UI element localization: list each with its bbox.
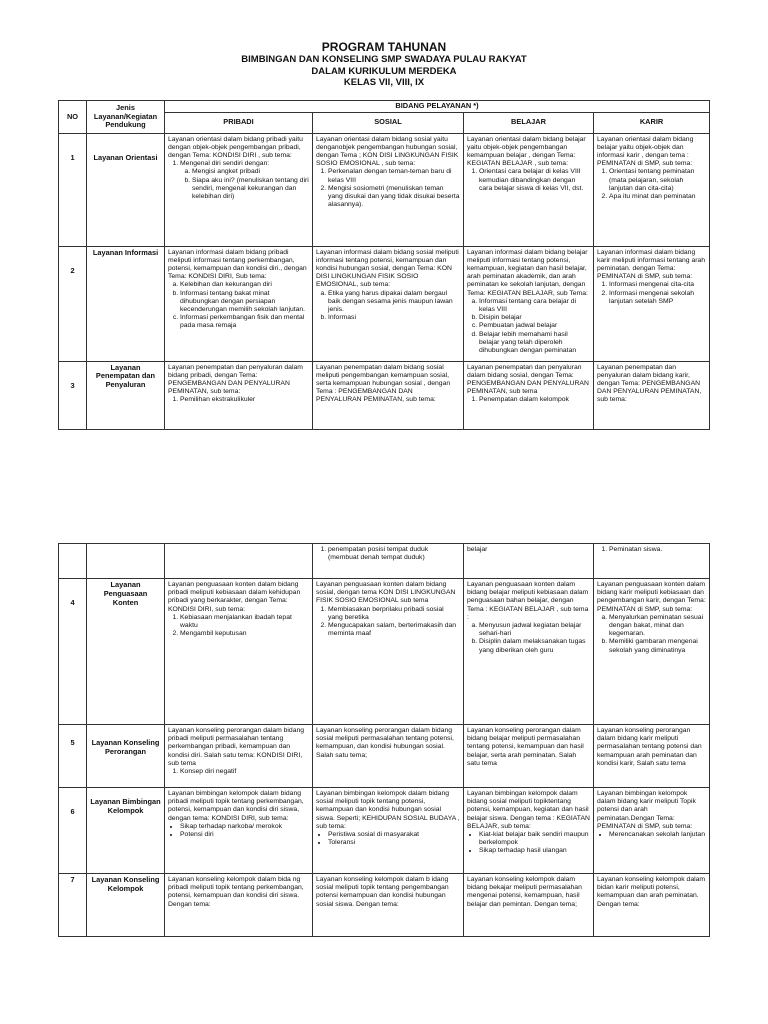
cell-intro: Layanan konseling kelompok dalam bidang bekajar meliputi permasalahan mengenai potensi, kemampuan, hasil belajar dan pemintan. Dengan tema; xyxy=(467,876,582,908)
cell-sosial xyxy=(313,579,464,725)
list-item: b. Siapa aku ini? (menuliskan tentang diri sendiri, mengenal kekurangan dan kelebihan diri) xyxy=(192,177,309,202)
cell-text: belajar xyxy=(467,546,488,553)
list-item: 1. Penempatan dalam kelompok xyxy=(479,396,590,404)
list-item: 2. Apa itu minat dan peminatan xyxy=(609,193,706,201)
header-belajar: BELAJAR xyxy=(464,112,594,133)
cell-intro: Layanan penguasaan konten dalam bidang pribadi meliputi kebiasaan dalam kehidupan pribadi yang berkarakter, dengan Tema: KONDISI DIRI, sub tema: xyxy=(168,581,301,613)
list-item: 1. Mengenal diri sendiri dengan: a. Mengisi angket pribadi b. Siapa aku ini? (menuliskan tentang diri sendiri, mengenal kekurangan dan kelebihan diri) xyxy=(180,160,309,201)
row-number: 4 xyxy=(59,579,87,725)
cell-sosial xyxy=(313,361,464,429)
document-subtitle-class: KELAS VII, VIII, IX xyxy=(343,77,425,88)
row-number: 6 xyxy=(59,788,87,874)
cell-pribadi xyxy=(165,579,313,725)
list-item: a. Etika yang harus dipakai dalam bergaul baik dengan sesama jenis maupun lawan jenis. xyxy=(328,290,460,315)
cell-karir xyxy=(594,725,710,788)
list-item: 2. Informasi mengenai sekolah lanjutan setelah SMP xyxy=(609,290,706,306)
cell-karir xyxy=(594,544,710,579)
list-item: 1. Informasi mengenai cita-cita xyxy=(609,281,706,289)
cell-intro: Layanan orientasi dalam bidang belajar yaitu objek-objek pengembangan kemampuan belajar , dengan Tema: KEGIATAN BELAJAR , sub tema: xyxy=(467,135,586,168)
cell-sosial xyxy=(313,246,464,361)
cell-intro: Layanan konseling perorangan dalam bidang sosial meliputi permasalahan tentang potensi, kemampuan, dan kondisi hubungan sosial. Salah satu tema; xyxy=(316,727,454,759)
cell-belajar xyxy=(464,544,594,579)
cell-sosial xyxy=(313,788,464,874)
document-subtitle-school: BIMBINGAN DAN KONSELING SMP SWADAYA PULAU RAKYAT xyxy=(241,54,527,65)
list-item: 1. Konsep diri negatif xyxy=(180,768,309,776)
cell-pribadi xyxy=(165,788,313,874)
table-row xyxy=(59,788,710,874)
service-type xyxy=(87,544,165,579)
list-item: b. Informasi xyxy=(328,314,460,322)
cell-belajar xyxy=(464,133,594,246)
row-number: 7 xyxy=(59,874,87,937)
cell-belajar xyxy=(464,361,594,429)
table-row xyxy=(59,361,710,429)
cell-pribadi xyxy=(165,544,313,579)
document-title: PROGRAM TAHUNAN xyxy=(321,40,447,54)
document-header xyxy=(0,40,768,89)
cell-karir xyxy=(594,874,710,937)
cell-intro: Layanan konseling kelompok dalam bida ng pribadi meliputi topik tentang perkembangan, potensi, kemampuan dan kondisi diri siswa. Dengan tema: xyxy=(168,876,304,908)
cell-intro: Layanan konseling perorangan dalam bidang pribadi meliputi permasalahan tentang perkembangan pribadi, kemampuan dan kondisi diri. Salah satu tema: KONDISI DIRI, sub tema xyxy=(168,727,305,767)
list-item: b. Memiliki gambaran mengenai sekolah yang diminatinya xyxy=(609,638,706,654)
cell-sosial xyxy=(313,874,464,937)
cell-pribadi xyxy=(165,874,313,937)
service-type: Layanan Penempatan dan Penyaluran xyxy=(87,361,165,429)
cell-intro: Layanan konseling perorangan dalam bidang karir meliputi permasalahan tentang potensi dan kemampuan arah peminatan dan kondisi karir, Salah satu tema xyxy=(597,727,702,767)
row-number: 5 xyxy=(59,725,87,788)
list-item: 2. Mengucapakan salam, berterimakasih dan meminta maaf xyxy=(328,622,460,638)
cell-intro: Layanan bimbingan kelompok dalam bidang sosial meliputi topik tentang potensi, kemampuan dan kondisi hubungan sosial siswa. Seperti; KEHIDUPAN SOSIAL BUDAYA , sub tema: xyxy=(316,790,460,830)
cell-intro: Layanan penempatan dan penyaluran dalam bidang karir, dengan Tema: PENGEMBANGAN DAN PENYALURAN PEMINATAN, sub tema: xyxy=(597,363,702,404)
cell-karir xyxy=(594,579,710,725)
cell-sosial xyxy=(313,725,464,788)
cell-karir xyxy=(594,133,710,246)
header-no: NO xyxy=(59,101,87,134)
cell-pribadi xyxy=(165,725,313,788)
list-item: c. Pembuatan jadwal belajar xyxy=(479,322,590,330)
table-row xyxy=(59,544,710,579)
cell-sosial xyxy=(313,544,464,579)
list-item: b. Informasi tentang bakat minat dihubungkan dengan persiapan kecenderungan memilih sekolah lanjutan. xyxy=(180,290,309,315)
row-number: 1 xyxy=(59,133,87,246)
cell-belajar xyxy=(464,246,594,361)
cell-belajar xyxy=(464,874,594,937)
list-item: d. Belajar lebih memahami hasil belajar yang telah diperoleh dihubungkan dengan peminatan xyxy=(479,331,590,356)
cell-intro: Layanan orientasi dalam bidang pribadi yaitu dengan objek-objek pengembangan pribadi, dengan Tema: KONDISI DIRI , sub tema: xyxy=(168,135,303,159)
header-sosial: SOSIAL xyxy=(313,112,464,133)
cell-intro: Layanan orientasi dalam bidang belajar yaitu objek-objek dan informasi karir , dengan tema : PEMINATAN di SMP, sub tema: xyxy=(597,135,694,168)
document-subtitle-curriculum: DALAM KURIKULUM MERDEKA xyxy=(311,65,457,77)
cell-pribadi xyxy=(165,246,313,361)
cell-intro: Layanan informasi dalam bidang pribadi meliputi informasi tentang perkembangan, potensi, kemampuan dan kondisi diri., dengan Tema: KONDISI DIRI, Sub tema: xyxy=(168,248,307,281)
list-item: 1. Orientasi tentang peminatan (mata pelajaran, sekolah lanjutan dan cita-cita) xyxy=(609,168,706,193)
cell-intro: Layanan penempatan dan penyaluran dalam bidang sosial, dengan Tema: PENGEMBANGAN DAN PENYALURAN PEMINATAN, sub tema xyxy=(467,363,589,396)
header-jenis-layanan: Jenis Layanan/Kegiatan Pendukung xyxy=(87,101,165,134)
list-item: 1. penempatan posisi tempat duduk (membuat denah tempat duduk) xyxy=(328,546,460,562)
cell-intro: Layanan informasi dalam bidang karir meliputi informasi tentang arah peminatan. dengan Tema: PEMINATAN di SMP, sub tema: xyxy=(597,248,706,281)
cell-pribadi xyxy=(165,133,313,246)
cell-intro: Layanan bimbingan kelompok dalam bidang pribadi meliputi topik tentang perkembangan, potensi, kemampuan dan kondisi diri siswa, dengan tema: KONDISI DIRI, sub tema: xyxy=(168,790,304,822)
service-type: Layanan Informasi xyxy=(87,246,165,361)
row-number xyxy=(59,544,87,579)
list-item: a. Menyusun jadwal kegiatan belajar sehari-hari xyxy=(479,622,590,638)
list-item: b. Disipin belajar xyxy=(479,314,590,322)
table-row xyxy=(59,579,710,725)
cell-intro: Layanan konseling kelompok dalam bidan karir meliputi potensi, kemampuan dan arah peminatan. Dengan tema: xyxy=(597,876,706,908)
cell-intro: Layanan bimbingan kelompok dalam bidang sosial meliputi topiktentang potensi, kemampuan, kegiatan dan hasil belajar siswa. Dengan tema : KEGIATAN BELAJAR, sub tema: xyxy=(467,790,590,830)
list-item: • Toleransi xyxy=(328,839,460,847)
header-pribadi: PRIBADI xyxy=(165,112,313,133)
list-item: • Sikap terhadap narkoba/ merokok xyxy=(180,823,309,831)
cell-karir xyxy=(594,361,710,429)
list-item: • Merencanakan sekolah lanjutan xyxy=(609,831,706,839)
service-type: Layanan Bimbingan Kelompok xyxy=(87,788,165,874)
header-bidang-pelayanan: BIDANG PELAYANAN *) xyxy=(165,101,710,113)
list-item: a. Kelebihan dan kekurangan diri xyxy=(180,281,309,289)
cell-intro: Layanan penguasaan konten dalam bidang sosial, dengan tema KON DISI LINGKUNGAN FISIK SOSIO EMOSIONAL sub tema xyxy=(316,581,456,605)
list-item: • Peristiwa sosial di masyarakat xyxy=(328,831,460,839)
cell-intro: Layanan konseling kelompok dalam b idang sosial meliputi topik tentang pengembangan potensi kemampuan dan kondisi hubungan sosial siswa. Dengan tema: xyxy=(316,876,449,908)
list-item: a. Mengisi angket pribadi xyxy=(192,168,309,176)
list-item: b. Disiplin dalam melaksanakan tugas yang diberikan oleh guru xyxy=(479,638,590,654)
list-item: 1. Pemilihan ekstrakulikuler xyxy=(180,396,309,404)
list-item: 2. Mengambil keputusan xyxy=(180,630,309,638)
cell-intro: Layanan informasi dalam bidang belajar meliputi informasi tentang potensi, kemampuan, kegiatan dan hasil belajar, arah peminatan akademik, dan arah peminatan ke sekolah lanjutan, dengan Tema: KEGIATAN BELAJAR, sub Tema: xyxy=(467,248,588,297)
service-type: Layanan Penguasaan Konten xyxy=(87,579,165,725)
list-item: 1. Peminatan siswa. xyxy=(609,546,706,554)
cell-intro: Layanan penguasaan konten dalam bidang karir meliputi kebiasaan dan pengembangan karir, dengan Tema: PEMINATAN di SMP, sub tema: xyxy=(597,581,706,613)
cell-intro: Layanan penempatan dan penyaluran dalam bidang pribadi, dengan Tema: PENGEMBANGAN DAN PENYALURAN PEMINATAN, sub tema: xyxy=(168,363,303,396)
table-row xyxy=(59,725,710,788)
list-item: a. Menyalurkan peminatan sesuai dengan bakat, minat dan kegemaran. xyxy=(609,614,706,639)
program-table-page-1 xyxy=(58,100,710,430)
service-type: Layanan Orientasi xyxy=(87,133,165,246)
table-row xyxy=(59,246,710,361)
list-item: 1. Perkenalan dengan teman-teman baru di kelas VIII xyxy=(328,168,460,184)
cell-belajar xyxy=(464,579,594,725)
list-item: • Sikap terhadap hasil ulangan xyxy=(479,847,590,855)
cell-intro: Layanan orientasi dalam bidang sosial yaitu denganobjek pengembangan hubungan sosial, dengan Tema ; KON DISI LINGKUNGAN FISIK SOSIO EMOSIONAL , sub tema: xyxy=(316,135,459,168)
list-item: 1. Membiasakan berprilaku pribadi sosial yang beretika xyxy=(328,606,460,622)
table-row xyxy=(59,133,710,246)
cell-sosial xyxy=(313,133,464,246)
cell-belajar xyxy=(464,725,594,788)
row-number: 2 xyxy=(59,246,87,361)
cell-intro: Layanan informasi dalam bidang sosial meliputi informasi tentang potensi, kemampuan dan kondisi hubungan sosial, dengan Tema: KON DISI LINGKUNGAN FISIK SOSIO EMOSIONAL, sub tema: xyxy=(316,248,459,289)
list-item: 1. Orientasi cara belajar di kelas VIII kemudian dibandingkan dengan cara belajar siswa di kelas VII, dst. xyxy=(479,168,590,193)
cell-intro: Layanan penempatan dalam bidang sosial meliputi pengembangan kemampuan sosial, serta kemampuan hubungan sosial , dengan Tema : PENGEMBANGAN DAN PENYALURAN PEMINATAN, sub tema: xyxy=(316,363,451,404)
program-table-page-2 xyxy=(58,543,710,937)
cell-intro: Layanan penguasaan konten dalam bidang belajar meliputi kebiasaan dalam penguasaan bahan belajar, dengan Tema : KEGIATAN BELAJAR , sub tema : xyxy=(467,581,589,621)
list-item: • Kiat-kiat belajar baik sendiri maupun berkelompok xyxy=(479,831,590,847)
list-item: 2. Mengisi sosiometri (menuliskan teman yang disukai dan yang tidak disukai beserta alasannya). xyxy=(328,185,460,210)
header-karir: KARIR xyxy=(594,112,710,133)
table-row xyxy=(59,874,710,937)
list-item: c. Informasi perkembangan fisik dan mental pada masa remaja xyxy=(180,314,309,330)
cell-belajar xyxy=(464,788,594,874)
service-type: Layanan Konseling Perorangan xyxy=(87,725,165,788)
service-type: Layanan Konseling Kelompok xyxy=(87,874,165,937)
cell-intro: Layanan bimbingan kelompok dalam bidang karir meliputi Topik potensi dan arah peminatan.Dengan Tema: PEMINATAN di SMP, sub tema: xyxy=(597,790,696,830)
list-item: 1. Kebiasaan menjalankan ibadah tepat waktu xyxy=(180,614,309,630)
cell-karir xyxy=(594,246,710,361)
cell-karir xyxy=(594,788,710,874)
row-number: 3 xyxy=(59,361,87,429)
list-item: a. Informasi tentang cara belajar di kelas VIII xyxy=(479,298,590,314)
cell-pribadi xyxy=(165,361,313,429)
cell-intro: Layanan konseling perorangan dalam bidang belajar meliputi permasalahan tentang potensi, kemampuan dan hasil belajar, serta arah peminatan. Salah satu tema xyxy=(467,727,584,767)
list-item: • Potensi diri xyxy=(180,831,309,839)
